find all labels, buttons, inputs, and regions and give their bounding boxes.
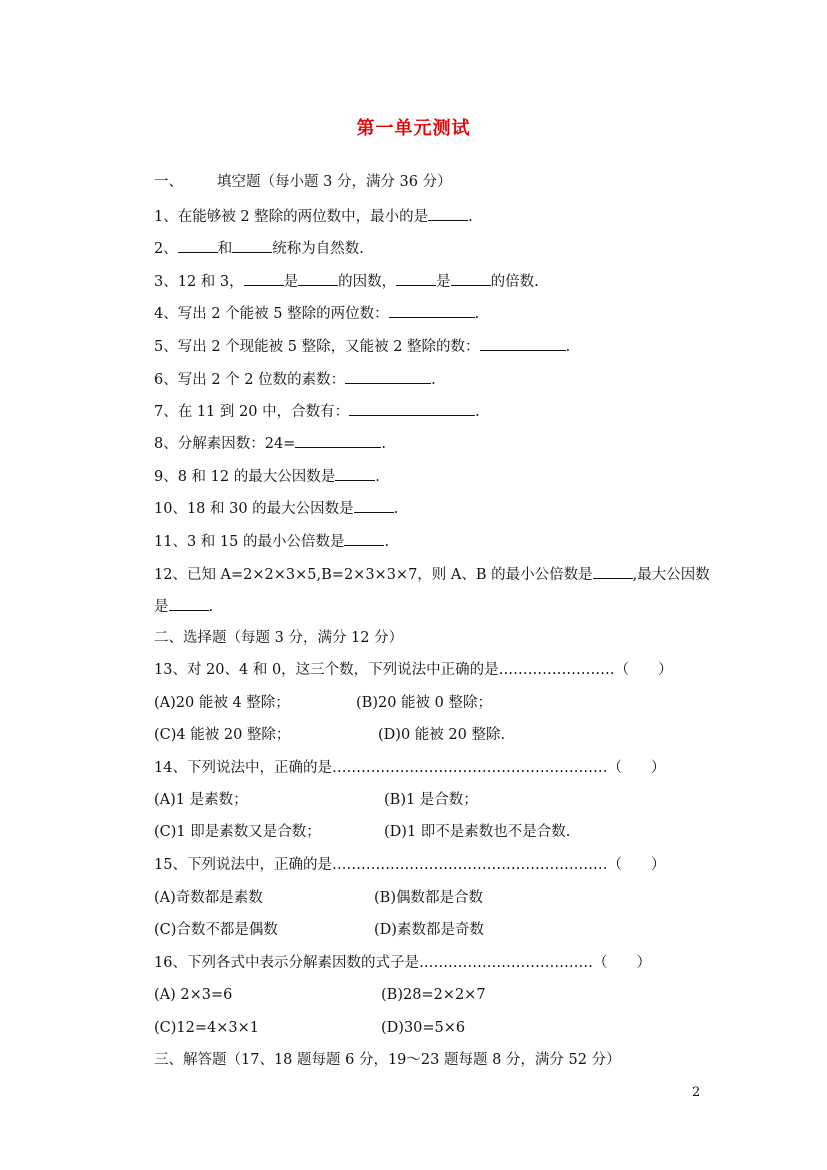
option-c[interactable]: (C)合数不都是偶数 (154, 922, 278, 938)
section-heading-choice: 二、选择题（每题 3 分，满分 12 分） (154, 630, 404, 646)
question-text: 5、写出 2 个现能被 5 整除，又能被 2 整除的数： (154, 339, 480, 355)
question-text: . (393, 501, 399, 517)
answer-blank[interactable] (354, 497, 394, 513)
question-text: ,最大公因数 (632, 567, 710, 583)
option-d[interactable]: (D)30=5×6 (381, 1020, 466, 1036)
question-text: . (431, 372, 436, 388)
question-2 (154, 237, 364, 259)
question-text: . (475, 404, 480, 420)
question-text: 11、3 和 15 的最小公倍数是 (154, 534, 345, 550)
question-text: 的倍数. (490, 274, 539, 290)
question-text: 是 (154, 599, 169, 615)
question-16-stem: 16、下列各式中表示分解素因数的式子是………………………………（ ） (154, 955, 651, 971)
question-12-continued (154, 595, 213, 617)
question-text: 8、分解素因数：24= (154, 436, 296, 452)
question-9 (154, 465, 380, 487)
answer-blank[interactable] (232, 237, 272, 253)
option-c[interactable]: (C)1 即是素数又是合数； (154, 824, 321, 840)
answer-blank[interactable] (389, 302, 475, 318)
answer-blank[interactable] (345, 368, 431, 384)
question-text: . (384, 534, 390, 550)
question-5 (154, 335, 570, 357)
question-6 (154, 368, 436, 390)
question-text: 是 (283, 274, 299, 290)
answer-blank[interactable] (169, 595, 209, 611)
answer-blank[interactable] (344, 530, 384, 546)
option-d[interactable]: (D)素数都是奇数 (374, 922, 484, 938)
question-3 (154, 270, 539, 292)
page-number: 2 (692, 1085, 701, 1100)
question-text: 12、已知 A=2×2×3×5,B=2×3×3×7，则 A、B 的最小公倍数是 (154, 567, 593, 583)
answer-blank[interactable] (428, 205, 468, 221)
option-d[interactable]: (D)1 即不是素数也不是合数. (384, 824, 571, 840)
question-1 (154, 205, 473, 227)
option-c[interactable]: (C)12=4×3×1 (154, 1020, 259, 1036)
question-text: . (565, 339, 571, 355)
question-7 (154, 400, 480, 422)
answer-blank[interactable] (396, 270, 436, 286)
option-c[interactable]: (C)4 能被 20 整除； (154, 727, 291, 743)
answer-blank[interactable] (178, 237, 218, 253)
question-text: 1、在能够被 2 整除的两位数中，最小的是 (154, 209, 429, 225)
answer-blank[interactable] (349, 400, 475, 416)
answer-blank[interactable] (593, 563, 633, 579)
answer-blank[interactable] (480, 335, 566, 351)
option-b[interactable]: (B)1 是合数； (384, 792, 478, 808)
question-text: 4、写出 2 个能被 5 整除的两位数： (154, 306, 389, 322)
question-text: 3、12 和 3， (154, 274, 244, 290)
question-13-stem: 13、对 20、4 和 0，这三个数，下列说法中正确的是……………………（ ） (154, 662, 673, 678)
option-a[interactable]: (A)奇数都是素数 (154, 890, 263, 906)
answer-blank[interactable] (335, 465, 375, 481)
question-15-stem: 15、下列说法中，正确的是…………………………………………………（ ） (154, 857, 666, 873)
answer-blank[interactable] (298, 270, 338, 286)
section-number: 一、 (154, 174, 183, 190)
page-title: 第一单元测试 (356, 118, 471, 139)
section-heading-fill-in (154, 172, 452, 192)
question-text: 7、在 11 到 20 中，合数有： (154, 404, 350, 420)
answer-blank[interactable] (451, 270, 491, 286)
question-text: 和 (217, 241, 233, 257)
question-14-stem: 14、下列说法中，正确的是…………………………………………………（ ） (154, 760, 666, 776)
question-text: . (474, 306, 480, 322)
question-text: 的因数， (338, 274, 397, 290)
question-text: 6、写出 2 个 2 位数的素数： (154, 372, 346, 388)
question-10 (154, 497, 398, 519)
question-text: 统称为自然数. (272, 241, 364, 257)
option-b[interactable]: (B)28=2×2×7 (381, 987, 486, 1003)
section-label: 填空题（每小题 3 分，满分 36 分） (217, 174, 452, 190)
answer-blank[interactable] (244, 270, 284, 286)
option-b[interactable]: (B)偶数都是合数 (374, 890, 483, 906)
question-text: 2、 (154, 241, 178, 257)
option-d[interactable]: (D)0 能被 20 整除. (378, 727, 506, 743)
question-text: 10、18 和 30 的最大公因数是 (154, 501, 354, 517)
question-12 (154, 563, 710, 585)
option-a[interactable]: (A)20 能被 4 整除； (154, 695, 290, 711)
question-11 (154, 530, 389, 552)
answer-blank[interactable] (295, 432, 381, 448)
question-8 (154, 432, 386, 454)
question-text: . (468, 209, 473, 225)
section-heading-answer: 三、解答题（17、18 题每题 6 分，19～23 题每题 8 分，满分 52 分） (154, 1052, 621, 1068)
option-b[interactable]: (B)20 能被 0 整除； (356, 695, 492, 711)
option-a[interactable]: (A) 2×3=6 (154, 987, 233, 1003)
question-text: 9、8 和 12 的最大公因数是 (154, 469, 336, 485)
question-text: . (375, 469, 380, 485)
question-text: . (381, 436, 386, 452)
question-text: . (208, 599, 214, 615)
question-4 (154, 302, 479, 324)
option-a[interactable]: (A)1 是素数； (154, 792, 248, 808)
question-text: 是 (436, 274, 451, 290)
